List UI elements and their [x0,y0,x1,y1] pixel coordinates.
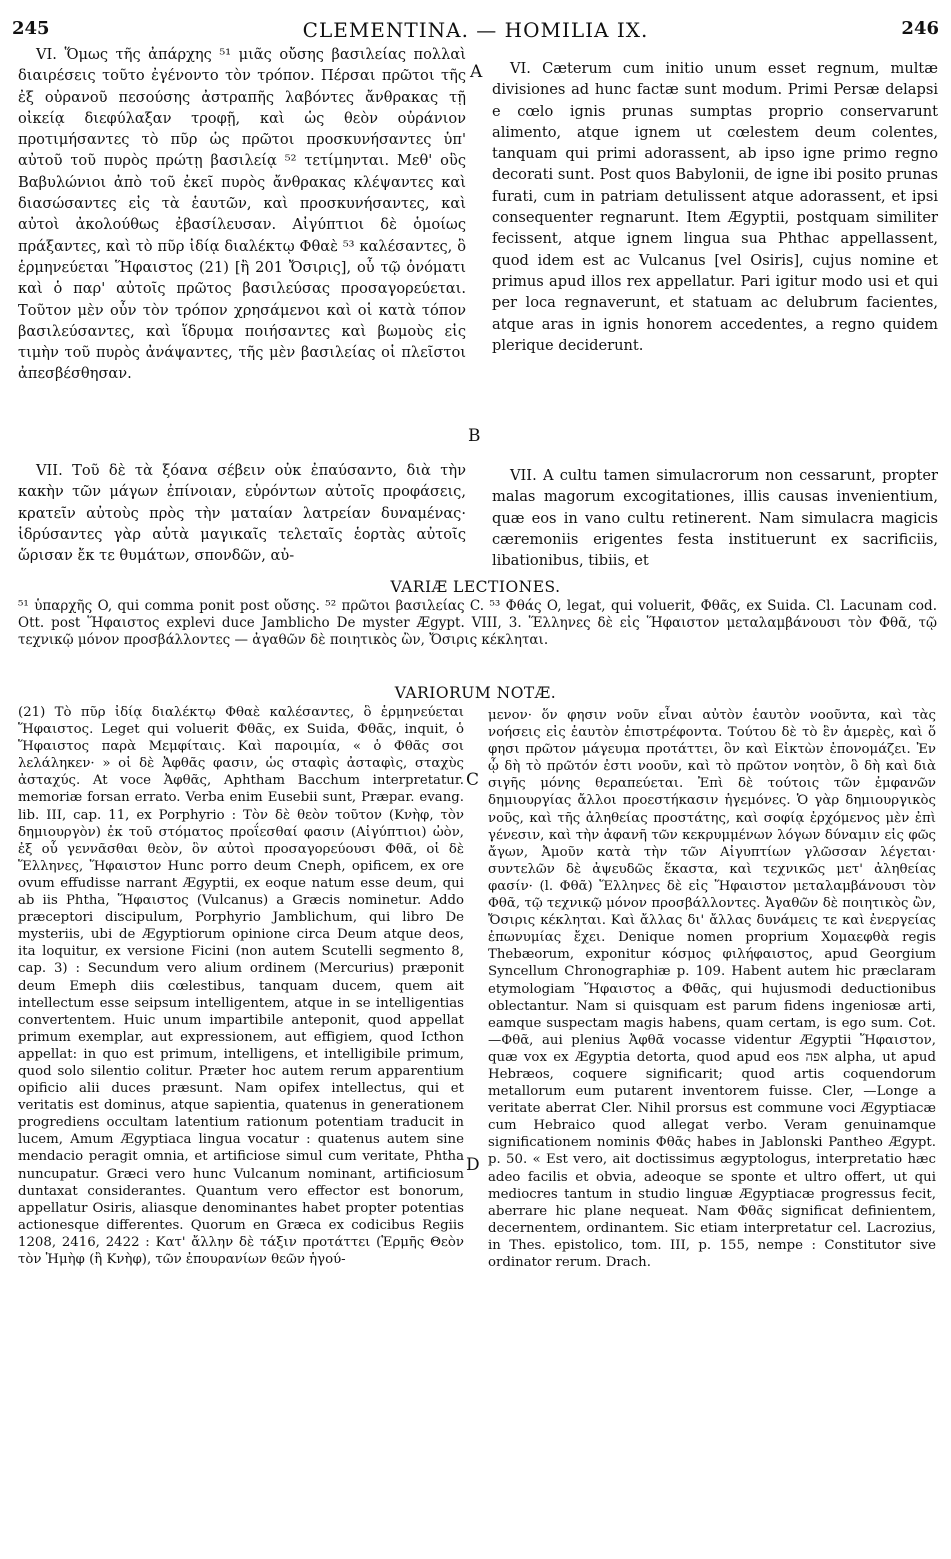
page-number-right: 246 [901,18,939,39]
notes-left-column [18,704,464,1268]
margin-letter-d: D [466,1155,480,1175]
running-header [12,18,939,42]
note-21-right-text: μενον· ὅν φησιν νοῦν εἶναι αὐτὸν ἑαυτὸν νοοῦντα, καὶ τὰς νοήσεις εἰς ἑαυτὸν ἐπιστρέφοντα. Τούτου δὲ τὸ ἓν ἀμερὲς, καὶ ὅ φησι πρῶτον μάγευμα προτάττει, ὃν καὶ Εἰκτὼν ἐπονομάζει. Ἐν ᾧ δὴ τὸ πρῶτόν ἐστι νοοῦν, καὶ τὸ πρῶτον νοητὸν, ὃ δὴ καὶ διὰ σιγῆς μόνης θεραπεύεται. Ἐπὶ δὲ τούτοις τῶν ἐμφανῶν δημιουργίας ἄλλοι προεστήκασιν ἡγεμόνες. Ὁ γὰρ δημιουργικὸς νοῦς, καὶ τῆς ἀληθείας προστάτης, καὶ σοφίᾳ ἐρχόμενος μὲν ἐπὶ γένεσιν, καὶ τὴν ἀφανῆ τῶν κεκρυμμένων λόγων δύναμιν εἰς φῶς ἄγων, Ἀμοῦν κατὰ τὴν τῶν Αἰγυπτίων γλῶσσαν λέγεται· συντελῶν δὲ ἀψευδῶς ἕκαστα, καὶ τεχνικῶς μετ' ἀληθείας φασίν· (l. Φθᾶ) Ἕλληνες δὲ εἰς Ἥφαιστον μεταλαμβάνουσι τὸν Φθᾶ, τῷ τεχνικῷ μόνον προσβάλλοντες. Ἀγαθῶν δὲ ποιητικὸς ὢν, Ὄσιρις κέκληται. Καὶ ἄλλας δι' ἄλλας δυνάμεις τε καὶ ἐνεργείας ἐπωνυμίας ἔχει. Denique nomen proprium Χομαεφθὰ regis Thebæorum, exponitur κόσμος φιλήφαιστος, apud Georgium Syncellum Chronographiæ p. 109. Habent autem hic præclaram etymologiam Ἥφαιστος a Φθᾶς, qui hujusmodi deductionibus oblectantur. Nam si quisquam est parum fidens ingeniosæ arti, eamque suspectam magis habens, quam certam, is ego sum. Cot. —Φθᾶ, aui plenius Ἀφθᾶ vocasse videntur Ægyptii Ἥφαιστον, quæ vox ex Ægyptia detorta, quod apud eos אפה alpha, ut apud Hebræos, coquere significarit; quod artis coquendorum metallorum eum putarent inventorem fuisse. Cler, —Longe a veritate aberrat Cler. Nihil prorsus est commune voci Ægyptiacæ cum Hebraico quod allegat verbo. Veram genuinamque significationem nominis Φθᾶς habes in Jablonski Pantheo Ægypt. p. 50. « Est vero, ait doctissimus ægyptologus, interpretatio hæc adeo facilis et obvia, adeoque se sponte et ultro offert, ut qui mediocres tantum in studio linguæ Ægyptiacæ progressus fecit, aberrare hic plane nequeat. Nam Φθᾶς significat definientem, decernentem, ordinantem. Sic etiam interpretatur cel. Lacrozius, in Thes. epistolico, tom. III, p. 155, nempe : Constitutor sive ordinator rerum. Drach. [488,708,937,1270]
variae-lectiones-body [18,598,937,649]
greek-column-section-vii [18,460,466,566]
running-title: CLEMENTINA. — HOMILIA IX. [302,18,649,42]
greek-column-section-vi [18,44,466,385]
greek-paragraph-vi: VI. Ὅμως τῆς ἀπάρχης ⁵¹ μιᾶς οὔσης βασιλείας πολλαὶ διαιρέσεις τοῦτο ἐγένοντο τὸν τρόπον. Πέρσαι πρῶτοι τῆς ἐξ οὐρανοῦ πεσούσης ἀστραπῆς λαβόντες ἄνθρακας τῇ οἰκείᾳ διεφύλαξαν τροφῇ, καὶ ὡς θεὸν οὐράνιον προτιμήσαντες τὸ πῦρ ὡς πρῶτοι προσκυνήσαντες ὑπ' αὐτοῦ τοῦ πυρὸς πρώτῃ βασιλείᾳ ⁵² τετίμηνται. Μεθ' οὓς Βαβυλώνιοι ἀπὸ τοῦ ἐκεῖ πυρὸς ἄνθρακας κλέψαντες καὶ διασώσαντες εἰς τὰ ἑαυτῶν, καὶ προσκυνήσαντες, καὶ αὐτοὶ ἀκολούθως ἐβασίλευσαν. Αἰγύπτιοι δὲ ὁμοίως πράξαντες, καὶ τὸ πῦρ ἰδίᾳ διαλέκτῳ Φθαὲ ⁵³ καλέσαντες, ὃ ἑρμηνεύεται Ἥφαιστος (21) [ἢ 201 Ὄσιρις], οὗ τῷ ὀνόματι καὶ ὁ παρ' αὐτοῖς πρῶτος βασιλεύσας προσαγορεύεται. Τοῦτον μὲν οὖν τὸν τρόπον χρησάμενοι καὶ οἱ κατὰ τόπον βασιλεύσαντες, καὶ ἵδρυμα ποιήσαντες καὶ βωμοὺς εἰς τιμὴν τοῦ πυρὸς ἀνάψαντες, τῆς μὲν βασιλείας οἱ πλεῖστοι ἀπεσβέσθησαν. [18,46,466,383]
latin-paragraph-vi: VI. Cæterum cum initio unum esset regnum, multæ divisiones ad hunc factæ sunt modum. Primi Persæ delapsi e cœlo ignis prunas sumptas proprio conservarunt alimento, atque ignem ut cœlestem deum colentes, tanquam qui primi adorassent, ab ipso igne primo regno decorati sunt. Post quos Babylonii, de igne ibi posito prunas furati, cum in patriam detulissent atque adorassent, et ipsi consequenter regnarunt. Item Ægyptii, postquam similiter fecissent, atque ignem lingua sua Phthac appellassent, quod idem est ac Vulcanus [vel Osiris], cujus nomine et primus apud illos rex appellatur. Pari igitur modo usi et qui per loca regnaverunt, et statuam ac delubrum facientes, atque aras in ignis honorem accedentes, a regno quidem plerique deciderunt. [492,60,938,354]
variae-lectiones-text: ⁵¹ ὑπαρχῆς O, qui comma ponit post οὔσης. ⁵² πρῶτοι βασιλείας C. ⁵³ Φθάς O, legat, qui voluerit, Φθᾶς, ex Suida. Cl. Lacunam cod. Ott. post Ἥφαιστος explevi duce Jamblicho De myster Ægypt. VIII, 3. Ἕλληνες δὲ εἰς Ἥφαιστον μεταλαμβάνουσι τὸν Φθᾶ, τῷ τεχνικῷ μόνον προσβάλλοντες — ἀγαθῶν δὲ ποιητικὸς ὢν, Ὄσιρις κέκληται. [18,598,937,648]
latin-paragraph-vii: VII. A cultu tamen simulacrorum non cessarunt, propter malas magorum excogitationes, illis causas invenientium, quæ eos in vano cultu retinerent. Nam simulacra magicis cæremoniis erigentes festa instituerunt ex sacrificiis, libationibus, tibiis, et [492,467,938,570]
margin-letter-c: C [466,770,480,790]
page-number-left: 245 [12,18,50,39]
margin-letter-a: A [470,62,483,82]
note-21-left-text: (21) Τὸ πῦρ ἰδίᾳ διαλέκτῳ Φθαὲ καλέσαντες, ὃ ἑρμηνεύεται Ἥφαιστος. Leget qui voluerit Φθᾶς, ex Suida, Φθᾶς, inquit, ὁ Ἥφαιστος παρὰ Μεμφίταις. Καὶ παροιμία, « ὁ Φθᾶς σοι λελάληκεν· » οἱ δὲ Ἀφθᾶς φασιν, ὡς σταφὶς ἀσταφὶς, σταχὺς ἀσταχύς. At voce Ἀφθᾶς, Aphtham Bacchum interpretatur. memoriæ forsan errato. Verba enim Eusebii sunt, Præpar. evang. lib. III, cap. 11, ex Porphyrio : Τὸν δὲ θεὸν τοῦτον (Κνὴφ, τὸν δημιουργὸν) ἐκ τοῦ στόματος προΐεσθαί φασιν (Αἰγύπτιοι) ὠὸν, ἐξ οὗ γεννᾶσθαι θεὸν, ὃν αὐτοὶ προσαγορεύουσι Φθᾶ, οἱ δὲ Ἕλληνες, Ἥφαιστον Hunc porro deum Cneph, opificem, ex ore ovum effudisse narrant Ægyptii, ex eoque natum esse deum, qui ab iis Phtha, Ἥφαιστος (Vulcanus) a Græcis nominetur. Addo præceptori discipulum, Porphyrio Jamblichum, qui libro De mysteriis, ubi de Ægyptiorum opinione circa Deum atque deos, ita loquitur, ex versione Ficini (non autem Scutelli segmento 8, cap. 3) : Secundum vero alium ordinem (Mercurius) præponit deum Emeph diis cœlestibus, tanquam ducem, quem ait intellectum esse seipsum intelligentem, atque in se intelligentias convertentem. Huic unum impartibile anteponit, quod appellat primum exemplar, aut expressionem, aut effigiem, quod Icthon appellat: in quo est primum, intelligens, et intelligibile primum, quod solo silentio colitur. Præter hoc autem rerum apparentium opificio alii duces præsunt. Nam opifex intellectus, qui et veritatis est dominus, atque sapientia, quatenus in generationem progrediens occultam latentium rationum potentiam traducit in lucem, Amum Ægyptiaca lingua vocatur : quatenus autem sine mendacio peragit omnia, et artificiose simul cum veritate, Phtha nuncupatur. Græci vero hunc Vulcanum nominant, artificiosum duntaxat considerantes. Quantum vero effector est bonorum, appellatur Osiris, aliasque denominantes habet propter potentias actionesque differentes. Quorum en Græca ex codicibus Regiis 1208, 2416, 2422 : Κατ' ἄλλην δὲ τάξιν προτάττει (Ἑρμῆς Θεὸν τὸν Ἠμὴφ (ἢ Κνὴφ), τῶν ἐπουρανίων θεῶν ἡγού- [18,705,464,1267]
notes-right-column [488,707,936,1271]
margin-letter-b: B [468,426,481,446]
variae-lectiones-heading: VARIÆ LECTIONES. [390,578,561,596]
latin-column-section-vii [492,465,938,571]
latin-column-section-vi [492,58,938,356]
variorum-notae-heading: VARIORUM NOTÆ. [394,684,557,702]
greek-paragraph-vii: VII. Τοῦ δὲ τὰ ξόανα σέβειν οὐκ ἐπαύσαντο, διὰ τὴν κακὴν τῶν μάγων ἐπίνοιαν, εὑρόντων αὐτοῖς προφάσεις, κρατεῖν αὐτοὺς πρὸς τὴν ματαίαν λατρείαν δυναμένας· ἱδρύσαντες γὰρ αὐτὰ μαγικαῖς τελεταῖς ἑορτὰς αὐτοῖς ὥρισαν ἔκ τε θυμάτων, σπονδῶν, αὐ- [18,462,466,565]
